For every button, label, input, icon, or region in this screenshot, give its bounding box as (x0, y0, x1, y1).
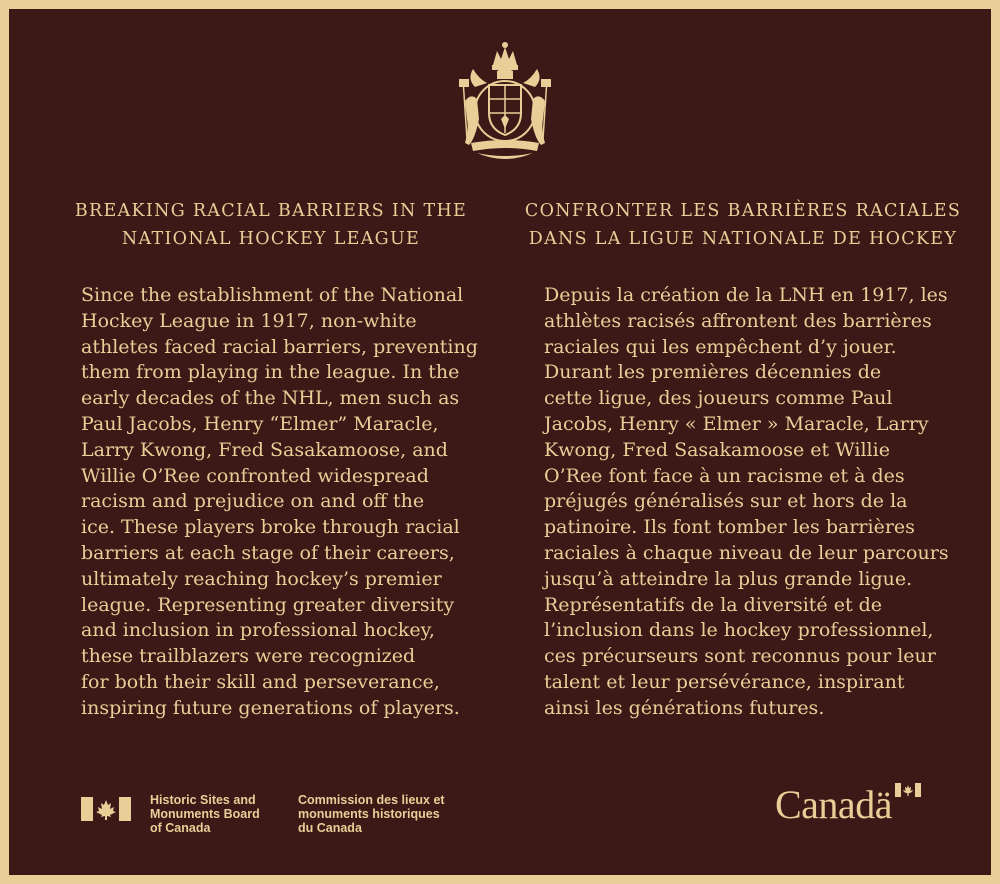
agency-name-english: Historic Sites and Monuments Board of Canada (150, 793, 260, 835)
plaque (9, 9, 991, 875)
canada-flag-icon (81, 797, 131, 821)
french-body-text: Depuis la création de la LNH en 1917, les athlètes racisés affrontent des barrières raciales qui les empêchent d’y jouer. Durant les premières décennies de cette ligue, des joueurs comme Paul Jacobs, Henry « Elmer » Maracle, Larry Kwong, Fred Sasakamoose et Willie O’Ree font face à un racisme et à des préjugés généralisés sur et hors de la patinoire. Ils font tomber les barrières raciales à chaque niveau de leur parcours jusqu’à atteindre la plus grande ligue. Représentatifs de la diversité et de l’inclusion dans le hockey professionnel, ces précurseurs sont reconnus pour leur talent et leur persévérance, inspirant ainsi les générations futures. (544, 284, 949, 719)
canada-wordmark: Canadä (775, 782, 892, 827)
english-title: BREAKING RACIAL BARRIERS IN THE NATIONAL HOCKEY LEAGUE (74, 201, 468, 249)
english-body-text: Since the establishment of the National Hockey League in 1917, non-white athletes faced racial barriers, preventing them from playing in the league. In the early decades of the NHL, men such as Paul Jacobs, Henry “Elmer” Maracle, Larry Kwong, Fred Sasakamoose, and Willie O’Ree confronted widespread racism and prejudice on and off the ice. These players broke through racial barriers at each stage of their careers, ultimately reaching hockey’s premier league. Representing greater diversity and inclusion in professional hockey, these trailblazers were recognized for both their skill and perseverance, inspiring future generations of players. (81, 284, 478, 719)
agency-name-french: Commission des lieux et monuments historiques du Canada (298, 793, 445, 835)
french-title: CONFRONTER LES BARRIÈRES RACIALES DANS LA LIGUE NATIONALE DE HOCKEY (524, 201, 962, 249)
royal-coat-of-arms-icon (457, 39, 553, 165)
wordmark-flag-icon (895, 783, 921, 797)
